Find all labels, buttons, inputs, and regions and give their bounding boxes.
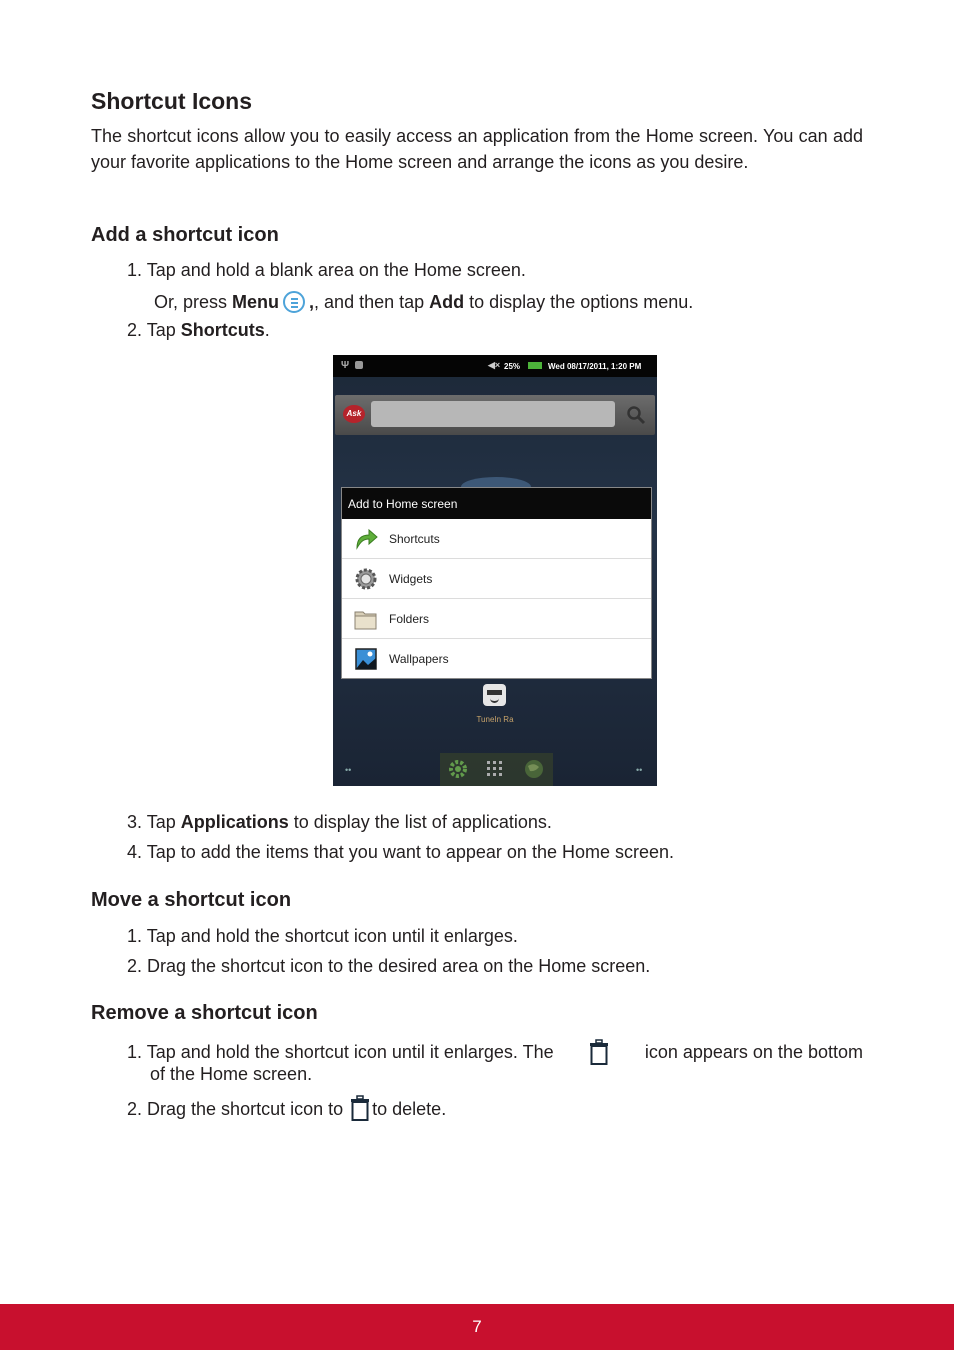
add-step-4: 4. Tap to add the items that you want to appear on the Home screen. — [127, 842, 675, 862]
folder-icon — [353, 606, 379, 632]
menu-icon — [283, 291, 305, 313]
page-dots-right: •• — [636, 765, 643, 775]
search-widget — [335, 395, 655, 435]
option-widgets[interactable] — [342, 559, 651, 599]
remove-step-1-line2: of the Home screen. — [150, 1064, 313, 1084]
tunein-app-icon — [483, 684, 506, 706]
move-shortcut-heading: Move a shortcut icon — [91, 889, 292, 911]
step3-prefix: 3. Tap — [127, 812, 181, 832]
step2-suffix: . — [264, 320, 270, 340]
option-label: Folders — [389, 612, 430, 626]
search-field — [371, 401, 615, 427]
page-number: 7 — [472, 1317, 482, 1336]
ask-logo: Ask — [343, 405, 365, 423]
applications-label: Applications — [180, 812, 289, 832]
battery-percent: 25% — [504, 362, 521, 371]
shortcut-arrow-icon — [353, 526, 379, 552]
then-tap-text: , and then tap — [314, 292, 430, 312]
intro-paragraph: The shortcut icons allow you to easily access an application from the Home screen. You can add your favorite applications to the Home screen and arrange the icons as you desire. — [91, 126, 863, 172]
remove-step1-prefix: 1. Tap and hold the shortcut icon until it enlarges. The — [127, 1042, 554, 1062]
option-label: Widgets — [389, 572, 433, 586]
step3-suffix: to display the list of applications. — [288, 812, 552, 832]
page-footer — [0, 1304, 954, 1350]
remove-shortcut-heading: Remove a shortcut icon — [91, 1002, 318, 1024]
add-to-home-screenshot — [333, 355, 657, 786]
option-wallpapers[interactable] — [342, 639, 651, 678]
add-step-2 — [127, 318, 270, 342]
add-step-1-alt: Or, press Menu ,, and then tap Add to display the options menu. — [154, 292, 694, 312]
home-dock — [440, 753, 553, 786]
move-step-1: 1. Tap and hold the shortcut icon until it enlarges. — [127, 926, 518, 946]
settings-gear-icon — [447, 758, 469, 780]
add-shortcut-heading: Add a shortcut icon — [91, 224, 279, 246]
remove-step2-prefix: 2. Drag the shortcut icon to — [127, 1099, 344, 1119]
status-datetime: Wed 08/17/2011, 1:20 PM — [548, 362, 642, 371]
section-title: Shortcut Icons — [91, 88, 253, 114]
option-label: Shortcuts — [389, 532, 440, 546]
volume-icon: ◀× — [488, 360, 501, 370]
tunein-app-label: TuneIn Ra — [476, 715, 514, 724]
page-dots-left: •• — [345, 765, 352, 775]
remove-step1-suffix: icon appears on the bottom — [644, 1042, 863, 1062]
usb-icon: Ψ — [341, 360, 350, 371]
add-step-1: 1. Tap and hold a blank area on the Home screen. — [127, 260, 526, 280]
shortcuts-label: Shortcuts — [180, 320, 265, 340]
android-icon — [355, 361, 363, 369]
status-bar — [333, 355, 657, 377]
search-icon — [626, 405, 646, 425]
or-press-text: Or, press — [154, 292, 233, 312]
wallpaper-image-icon — [353, 646, 379, 672]
dialog-title: Add to Home screen — [342, 488, 651, 519]
menu-label: Menu — [232, 292, 280, 312]
browser-globe-icon — [523, 758, 545, 780]
step2-prefix: 2. Tap — [127, 320, 181, 340]
add-step-3 — [127, 810, 552, 834]
option-folders[interactable] — [342, 599, 651, 639]
trash-icon — [350, 1095, 370, 1121]
option-label: Wallpapers — [389, 652, 449, 666]
gear-icon — [353, 566, 379, 592]
trash-icon — [589, 1039, 609, 1065]
option-shortcuts[interactable] — [342, 519, 651, 559]
remove-step-2 — [127, 1095, 446, 1121]
app-grid-icon — [485, 759, 505, 779]
add-to-home-dialog — [341, 487, 652, 679]
move-step-2: 2. Drag the shortcut icon to the desired area on the Home screen. — [127, 956, 651, 976]
battery-icon — [528, 362, 542, 369]
options-menu-text: to display the options menu. — [464, 292, 694, 312]
remove-step2-suffix: to delete. — [372, 1099, 447, 1119]
add-label: Add — [429, 292, 465, 312]
